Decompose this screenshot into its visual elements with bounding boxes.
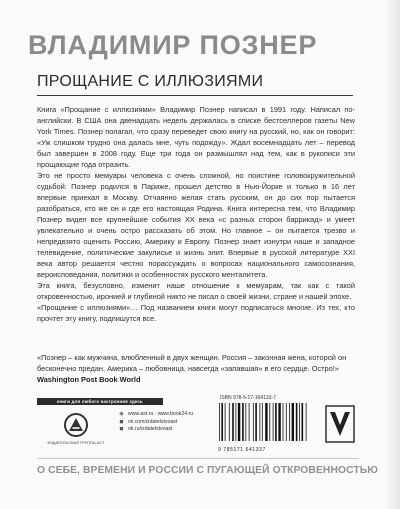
barcode-bar: [278, 403, 280, 441]
barcode-bar: [219, 403, 220, 441]
barcode-bar: [232, 403, 234, 441]
bottom-divider: [37, 458, 359, 459]
barcode-bar: [221, 403, 223, 441]
annotation-paragraph: Книга «Прощание с иллюзиями» Владимир Познер написал в 1991 году. Написал по-английски. В США она двенадцать недель держалась в списке бестселлеров газеты New York Times. Познер полагал, что сразу переведет свою книгу на русский, но, как он говорит: «Уж слишком трудно она далась мне, чуть подожду». Ждал восемнадцать лет – перевод был завершен в 2008 году. Еще три года он размышлял над тем, как в рукописи эти прощающие года отразить.: [37, 105, 355, 169]
barcode-bar: [225, 403, 226, 441]
barcode-bar: [262, 403, 263, 441]
barcode-bar: [269, 403, 270, 441]
link-row-website[interactable]: [118, 411, 193, 419]
barcode-bar: [238, 403, 240, 441]
annotation-paragraph: Это не просто мемуары человека с очень сложной, но поистине головокружительной судьбой: Познер родился в Париже, прошел детство в Нью-Йорке и только в 16 лет впервые приехал в Москву. Отчаянно желая стать русским, он до сих пор пытается разобраться, кто же он и где его настоящая Родина. Книга интересна тем, что Владимир Познер видел все крупнейшие события XX века «с разных сторон баррикад» и умеет увлекательно и очень остро рассказать об этом. Но главное – он пытается трезво и непредвзято оценить Россию, Америку и Европу. Познер знает изнутри наше и западное телевидение, политические закулисье и жизнь элит. Впервые в русской литературе XXI века автор решается честно порассуждать о вопросах национального самосознания, вероисповедания, политики и особенностях русского менталитета.: [37, 171, 355, 279]
barcode-bar: [242, 403, 244, 441]
link-text: www.ast.ru ∙ www.book24.ru: [128, 411, 194, 417]
ast-logo-icon: [60, 412, 92, 438]
barcode-bar: [296, 403, 298, 441]
isbn-number: ISBN 978-5-17-164133-7: [220, 395, 276, 401]
review-quote-block: [37, 352, 359, 385]
isbn-barcode: [218, 395, 318, 451]
annotation-paragraph: «Прощание с иллюзиями»… Под названием книги могут подписаться многие. Из тех, кто прочтет эту книгу, подпишутся все.: [37, 303, 355, 323]
barcode-bar: [302, 403, 304, 441]
barcode-bar: [289, 403, 290, 441]
annotation-text: [37, 104, 355, 324]
barcode-bar: [292, 403, 294, 441]
link-row-ok[interactable]: [118, 426, 193, 434]
review-source: Washington Post Book World: [37, 375, 141, 384]
vk-icon: ◼: [119, 418, 124, 425]
barcode-bar: [260, 403, 261, 441]
annotation-paragraph: Эта книга, безусловно, изменит наше отношение к мемуарам, так как с такой откровенностью, иронией и глубиной никто не писал о своей жизни, стране и нашей эпохе.: [37, 281, 355, 301]
tagline: О СЕБЕ, ВРЕМЕНИ И РОССИИ С ПУГАЮЩЕЙ ОТКРОВЕННОСТЬЮ: [37, 465, 378, 476]
barcode-bar: [253, 403, 254, 441]
barcode-bar: [245, 403, 246, 441]
link-text: vk.com/izdatelstvoast: [128, 418, 178, 425]
title-divider: [37, 95, 353, 96]
review-quote: «Познер – как мужчина, влюбленный в двух женщин. Россия – законная жена, которой он бесконечно предан, Америка – любовница, навсегда «запавшая» в его сердце. Остро!»: [37, 353, 347, 373]
publisher-links: [118, 411, 193, 434]
barcode-bar: [299, 403, 300, 441]
link-text: ok.ru/izdatelstvoast: [128, 426, 173, 433]
barcode-bar: [229, 403, 230, 441]
globe-icon: ◉: [119, 411, 124, 417]
barcode-bars: [218, 403, 316, 441]
ok-icon: ◼: [119, 426, 124, 433]
barcode-bar: [273, 403, 274, 441]
barcode-bar: [306, 403, 307, 441]
publisher-caption: ИЗДАТЕЛЬСКАЯ ГРУППА АСТ: [47, 440, 105, 445]
barcode-bar: [286, 403, 287, 441]
barcode-bar: [265, 403, 267, 441]
barcode-digits: 9 785171 641337: [218, 447, 266, 453]
link-row-vk[interactable]: [118, 419, 193, 427]
v-logo-icon: [325, 405, 355, 443]
barcode-bar: [255, 403, 257, 441]
author-name: ВЛАДИМИР ПОЗНЕР: [28, 30, 318, 60]
mood-banner: книги для любого настроения здесь: [37, 398, 163, 405]
barcode-bar: [249, 403, 250, 441]
barcode-bar: [275, 403, 277, 441]
book-title: ПРОЩАНИЕ С ИЛЛЮЗИЯМИ: [37, 73, 264, 90]
barcode-bar: [283, 403, 284, 441]
barcode-bar: [236, 403, 237, 441]
